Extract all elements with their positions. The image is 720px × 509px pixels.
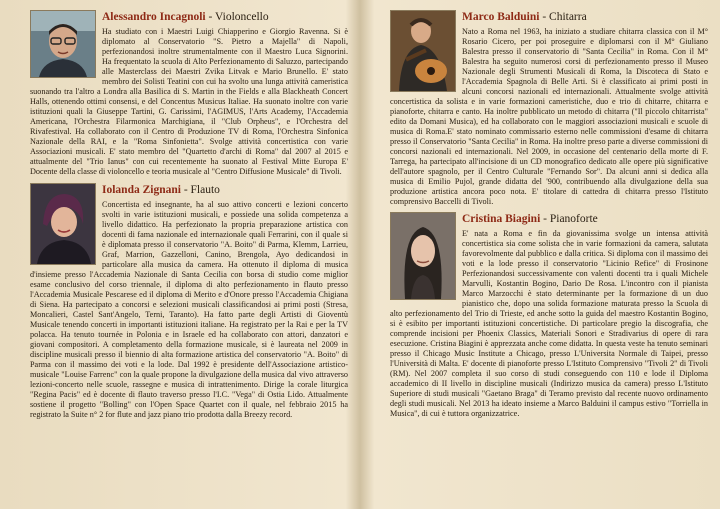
left-page (30, 8, 348, 503)
bio-role: - Violoncello (205, 11, 269, 23)
bio-text: Ha studiato con i Maestri Luigi Chiapperino e Giorgio Ravenna. Si è diplomato al Conservatorio "S. Pietro a Majella" di Napoli, perfezionandosi inoltre strumentalmente con il Maestro Luca Signorini. Ha frequentato la scuola di Alto Perfezionamento di Saluzzo, partecipando alle Masterclass dei Maestri Zvika Litvak e Mario Brunello. E' stato membro dei Solisti Teatini con cui ha svolto una lunga attività cameristica suonando tra l'altro a Londra alla Basilica di S. Martin in the Fields e alla Blackheath Concert Halls, ottenendo ottimi consensi, e del Concentus Musicus Italiae. Ha suonato inoltre con varie istituzioni quali la Giuseppe Tartini, G. Carissimi, l'AGIMUS, l'Arts Academy, l'Accademia Americana, l'Orchestra Filarmonica Marchigiana, il "Club Orpheus", e l'Orchestra del Rivafestival. Ha collaborato con il Centro di Produzione TV di Roma, l'Orchestra Sinfonica Nazionale della RAI, e la "Roma Sinfonietta". Svolge attività concertistica con varie Associazioni musicali. E' stato membro del "Quartetto d'archi di Roma" dal 2007 al 2015 e attualmente del "Trio Ianus" con cui recentemente ha suonato al Festival Mitte Europa E' Docente della classe di violoncello e teoria musicale al "Centro Diffusione Musicale" di Tivoli. (30, 26, 348, 176)
bio-incagnoli (30, 10, 348, 177)
bio-name: Cristina Biagini (462, 212, 541, 225)
photo-zignani (30, 183, 96, 265)
bio-text: Concertista ed insegnante, ha al suo attivo concerti e lezioni concerto svolti in varie istituzioni musicali, e possiede una solida competenza a livello didattico. Ha perfezionato la propria preparazione artistica con docenti di fama nazionale ed internazionale quali Ferrarini, con il quale si è diplomata presso il conservatorio "A. Boito" di Parma, Klemm, Larrieu, Graf, Marrion, Gazzelloni, Canino, Brengola, Ayo dedicandosi in particolare alla musica da camera. Ha ottenuto il diploma di musica d'insieme presso l'Accademia Nazionale di Santa Cecilia con borsa di studio come miglior esame conclusivo del corso triennale, il diploma di alto perfezionamento in flauto presso l'Accademia Musicale Pescarese ed il diploma di Merito e d'Onore presso l'Accademia Chigiana di Siena. Ha partecipato a concorsi e selezioni musicali classificandosi ai primi posti (Stresa, Moncalieri, Castel Sant'Angelo, Terni, Taranto). Ha fatto parte degli Artisti di Gioventù Musicale tenendo concerti in importanti istituzioni italiane. Ha registrato per la Rai e per la TV polacca. Ha tenuto tournée in Polonia e in Israele ed ha collaborato con attori, danzatori e giovani compositori. A completamento della formazione musicale, si è laureata nel 2009 in discipline musicali presso il biennio di alta formazione artistica del conservatorio "A. Boito" di Parma con il massimo dei voti e la lode. Dal 1992 è presidente dell'Associazione artistico-musicale "Louise Farrenc" con la quale propone la divulgazione della musica dal vivo attraverso lezioni-concerto nelle scuole, rassegne e musica di intrattenimento. Dirige la corale liturgica "Regina Pacis" ed è docente di flauto traverso presso l'I.C. "Vega" di Ostia Lido. Attualmente sostiene il progetto "Bolling" con l'Open Space Quartet con il quale, nel febbraio 2015 ha registrato la Suite n° 2 for flute and jazz piano trio prodotta dalla Breezy record. (30, 199, 348, 419)
bio-name: Marco Balduini (462, 11, 540, 23)
bio-zignani (30, 183, 348, 420)
bio-name: Iolanda Zignani (102, 183, 181, 196)
bio-name: Alessandro Incagnoli (102, 11, 206, 23)
portrait-woman-icon (31, 184, 95, 264)
photo-biagini (390, 212, 456, 300)
bio-text: E' nata a Roma e fin da giovanissima svolge un intensa attività concertistica sia come solista che in varie formazioni da camera, salutata favorevolmente dal pubblico e dalla critica. Si diploma con il massimo dei voti e la lode presso il conservatorio "Licinio Refice" di Frosinone Perfezionandosi successivamente con valenti docenti tra i quali Michele Marvulli, Kostantin Bogino, Dario De Rosa. L'incontro con il pianista Marco Marzocchi è stato determinante per la formazione di un duo pianistico che, dopo una solida formazione maturata presso la Scuola di alto perfezionamento del Trio di Trieste, ed anche sotto la guida del maestro Kostantin Bogino, si è esibito per importanti istituzioni concertistiche. Di particolare pregio la discografia, che comprende incisioni per Phoenix Classics, Materiali Sonori e Stradivarius di opere di rara esecuzione. Cristina Biagini è apprezzata anche come didatta. In questa veste ha tenuto seminari presso il Chicago Music Institute a Chicago, presso L'Universita Normale di Taipei, presso l'Università di Malta. E' docente di pianoforte presso L'Istituto Comprensivo "Tivoli 2" di Tivoli (RM). Nel 2007 completa il suo corso di studi conseguendo con 110 e lode il Diploma accademico di II livello in discipline musicali (Indirizzo musica da camera) presso L'Istituto Superiore di studi musicali "Gaetano Braga" di Teramo previsto dal recente nuovo ordinamento degli studi musicali. Nel 2013 ha ideato insieme a Marco Balduini il campus estivo "Torriella in Musica", di cui è tuttora organizzatrice. (390, 228, 708, 418)
portrait-woman-dark-hair-icon (391, 213, 455, 299)
portrait-man-glasses-icon (31, 11, 95, 77)
right-page (390, 8, 708, 503)
bio-role: - Pianoforte (540, 212, 598, 225)
bio-text: Nato a Roma nel 1963, ha iniziato a studiare chitarra classica con il M° Rosario Cicero, per poi proseguire e diplomarsi con il M° Giuliano Balestra presso il conservatorio di "Santa Cecilia" in Roma. Con il M° Balestra ha seguito numerosi corsi di perfezionamento presso il Museo Nazionale degli Strumenti Musicali di Roma, la Discoteca di Stato e l'Accademia Spagnola di Belle Arti. Si è classificato ai primi posti in alcuni concorsi nazionali ed internazionali. Attualmente svolge attività concertistica da solista e in varie formazioni cameristiche, duo e trio di chitarre, chitarra e pianoforte, chitarra e canto. Ha inoltre pubblicato un metodo di chitarra ("Il piccolo chitarrista" edito da Domani Musica), ed ha collaborato con le maggiori associazioni musicali e scuole di musica di Roma.E' stato nominato commissario esterno nelle commissioni d'esame di chitarra presso il Conservatorio "Santa Cecilia" in Roma. Ha inoltre preso parte a diverse commissioni di concorsi nazionali ed internazionali. Nel 2009, in occasione del centenario della morte di F. Tarrega, ha partecipato all'incisione di un CD monografico dedicato alle opere più significative dell'autore spagnolo, per il Centro Culturale "Fernando Sor". Da alcuni anni si dedica alla musica di Emilio Pujol, grande didatta del '900, contribuendo alla divulgazione della sua produzione artistica ancora poco nota. E' titolare di cattedra di chitarra presso l'Istituto comprensivo Baccelli di Tivoli. (390, 26, 708, 206)
bio-biagini (390, 212, 708, 419)
bio-role: - Flauto (180, 183, 220, 196)
photo-balduini (390, 10, 456, 92)
bio-balduini (390, 10, 708, 207)
bio-role: - Chitarra (539, 11, 587, 23)
photo-incagnoli (30, 10, 96, 78)
portrait-guitarist-icon (391, 11, 455, 91)
